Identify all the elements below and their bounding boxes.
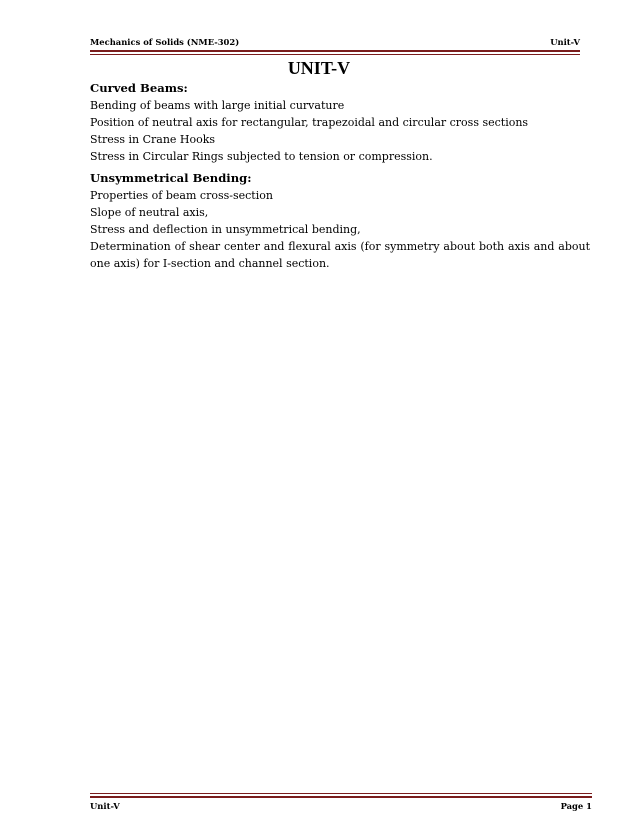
header-rule-thick [90, 50, 580, 52]
page-title: UNIT-V [287, 58, 351, 78]
list-item: Slope of neutral axis, [90, 206, 209, 219]
section-heading-curved-beams: Curved Beams: [90, 81, 188, 95]
footer-rule-thick [90, 796, 592, 798]
list-item: Position of neutral axis for rectangular, trapezoidal and circular cross sections [90, 116, 529, 129]
section-heading-unsymmetrical-bending: Unsymmetrical Bending: [90, 171, 252, 185]
header-unit-label: Unit-V [550, 37, 580, 47]
page-footer [90, 801, 592, 811]
footer-unit-label: Unit-V [90, 801, 120, 811]
footer-rule-thin [90, 793, 592, 794]
list-item: Bending of beams with large initial curvature [90, 99, 345, 112]
page-header [90, 37, 580, 47]
list-item: Determination of shear center and flexural axis (for symmetry about both axis and about one axis) for I-section and channel section. [90, 240, 590, 270]
page-number: Page 1 [560, 801, 592, 811]
list-item: Stress and deflection in unsymmetrical bending, [90, 223, 361, 236]
list-item: Stress in Circular Rings subjected to tension or compression. [90, 150, 433, 163]
list-item: Properties of beam cross-section [90, 189, 273, 202]
document-body [90, 79, 592, 272]
header-rule-thin [90, 54, 580, 55]
header-course-title: Mechanics of Solids (NME-302) [90, 37, 240, 47]
list-item: Stress in Crane Hooks [90, 133, 216, 146]
